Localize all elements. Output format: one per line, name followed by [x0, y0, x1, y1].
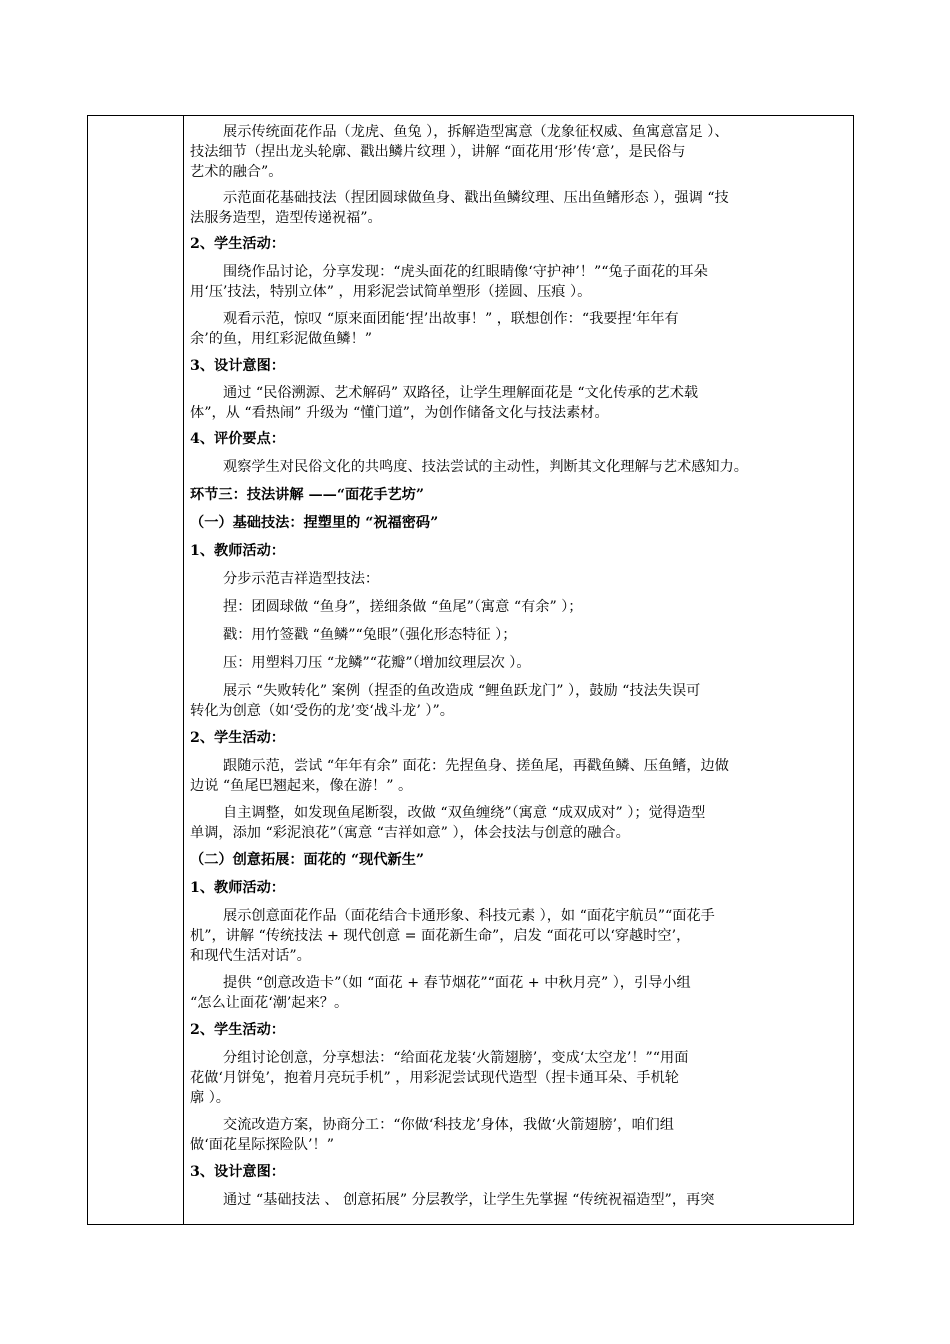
text-line: 压：用塑料刀压 “龙鳞”“花瓣”（增加纹理层次 ）。	[223, 655, 531, 671]
text-line: 展示 “失败转化” 案例（捏歪的鱼改造成 “鲤鱼跃龙门” ），鼓励 “技法失误可	[223, 683, 701, 699]
section-heading: 2、学生活动：	[190, 236, 285, 252]
text-line: 自主调整，如发现鱼尾断裂，改做 “双鱼缠绕”（寓意 “成双成对” ）；觉得造型	[223, 805, 706, 821]
text-line: 体”，从 “看热闹” 升级为 “懂门道”，为创作储备文化与技法素材。	[190, 405, 609, 421]
text-line: 观察学生对民俗文化的共鸣度、技法尝试的主动性，判断其文化理解与艺术感知力。	[223, 459, 748, 475]
text-line: 转化为创意（如‘受伤的龙’变‘战斗龙’ ）”。	[190, 703, 454, 719]
text-line: 做‘面花星际探险队’！”	[190, 1137, 334, 1153]
text-line: 边说 “鱼尾巴翘起来，像在游！” 。	[190, 778, 413, 794]
text-line: 技法细节（捏出龙头轮廓、戳出鳞片纹理 ），讲解 “面花用‘形’传‘意’，是民俗与	[190, 144, 686, 160]
text-line: 和现代生活对话”。	[190, 948, 311, 964]
text-line: 机”，讲解 “传统技法 + 现代创意 = 面花新生命”，启发 “面花可以‘穿越时空’，	[190, 928, 691, 944]
text-line: 通过 “民俗溯源、艺术解码” 双路径，让学生理解面花是 “文化传承的艺术载	[223, 385, 699, 401]
text-line: 分步示范吉祥造型技法：	[223, 571, 380, 587]
column-divider	[183, 116, 184, 1224]
section-heading: 3、设计意图：	[190, 1164, 285, 1180]
text-line: “怎么让面花‘潮’起来？。	[190, 995, 349, 1011]
text-line: 余’的鱼，用红彩泥做鱼鳞！”	[190, 331, 373, 347]
text-line: 围绕作品讨论，分享发现：“虎头面花的红眼睛像‘守护神’！”“兔子面花的耳朵	[223, 264, 708, 280]
section-heading: 1、教师活动：	[190, 543, 285, 559]
lesson-table	[87, 115, 854, 1225]
text-line: 交流改造方案，协商分工：“你做‘科技龙’身体，我做‘火箭翅膀’，咱们组	[223, 1117, 674, 1133]
text-line: 法服务造型，造型传递祝福”。	[190, 210, 382, 226]
section-heading: （二）创意拓展：面花的 “现代新生”	[190, 852, 425, 868]
section-heading: （一）基础技法：捏塑里的 “祝福密码”	[190, 515, 439, 531]
text-line: 单调，添加 “彩泥浪花”（寓意 “吉祥如意” ），体会技法与创意的融合。	[190, 825, 630, 841]
text-line: 艺术的融合”。	[190, 164, 283, 180]
text-line: 捏：团圆球做 “鱼身”，搓细条做 “鱼尾”（寓意 “有余” ）；	[223, 599, 583, 615]
section-heading: 1、教师活动：	[190, 880, 285, 896]
text-line: 分组讨论创意，分享想法：“给面花龙装‘火箭翅膀’，变成‘太空龙’！”“用面	[223, 1050, 689, 1066]
text-line: 提供 “创意改造卡”（如 “面花 + 春节烟花”“面花 + 中秋月亮” ），引导小组	[223, 975, 691, 991]
section-heading: 3、设计意图：	[190, 358, 285, 374]
section-heading: 4、评价要点：	[190, 431, 285, 447]
section-heading: 环节三：技法讲解 ——“面花手艺坊”	[190, 487, 425, 503]
text-line: 通过 “基础技法 、 创意拓展” 分层教学，让学生先掌握 “传统祝福造型”，再突	[223, 1192, 715, 1208]
text-line: 展示传统面花作品（龙虎、鱼兔 ），拆解造型寓意（龙象征权威、鱼寓意富足 ）、	[223, 124, 729, 140]
text-line: 示范面花基础技法（捏团圆球做鱼身、戳出鱼鳞纹理、压出鱼鳍形态 ），强调 “技	[223, 190, 729, 206]
text-line: 戳：用竹签戳 “鱼鳞”“兔眼”（强化形态特征 ）；	[223, 627, 517, 643]
text-line: 廓 ）。	[190, 1090, 230, 1106]
text-line: 展示创意面花作品（面花结合卡通形象、科技元素 ），如 “面花宇航员”“面花手	[223, 908, 715, 924]
text-line: 花做‘月饼兔’，抱着月亮玩手机” ，用彩泥尝试现代造型（捏卡通耳朵、手机轮	[190, 1070, 679, 1086]
text-line: 用‘压’技法，特别立体” ，用彩泥尝试简单塑形（搓圆、压痕 ）。	[190, 284, 592, 300]
text-line: 观看示范，惊叹 “原来面团能‘捏’出故事！” ，联想创作：“我要捏‘年年有	[223, 311, 679, 327]
text-line: 跟随示范，尝试 “年年有余” 面花：先捏鱼身、搓鱼尾，再戳鱼鳞、压鱼鳍，边做	[223, 758, 729, 774]
section-heading: 2、学生活动：	[190, 730, 285, 746]
section-heading: 2、学生活动：	[190, 1022, 285, 1038]
